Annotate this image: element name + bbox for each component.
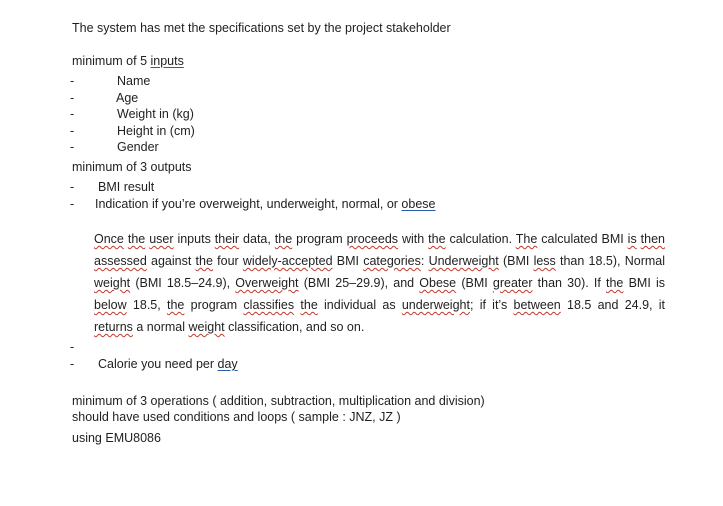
para-word: is (627, 232, 637, 246)
para-text: inputs (173, 232, 215, 246)
bmi-paragraph (94, 228, 665, 338)
calorie-link: day (217, 357, 238, 371)
para-text: calculated (541, 232, 598, 246)
para-text: BMI (597, 232, 628, 246)
para-text: a normal (132, 320, 189, 334)
bullet-dash: - (70, 180, 75, 194)
bullet-dash: - (70, 340, 75, 354)
bullet-dash: - (70, 74, 75, 88)
para-word: the (127, 232, 146, 246)
para-word: below (94, 298, 127, 312)
outputs-label: minimum of 3 outputs (72, 160, 192, 174)
para-word: user (149, 232, 174, 246)
para-text: than 30). If (532, 276, 606, 290)
para-text: against (146, 254, 196, 268)
para-word: then (640, 232, 665, 246)
para-text: (BMI 18.5–24.9), (130, 276, 236, 290)
conditions-requirement: should have used conditions and loops ( sample : JNZ, JZ ) (72, 410, 401, 424)
para-word: weight (94, 276, 131, 290)
para-word: Underweight (428, 254, 499, 268)
bullet-dash: - (70, 124, 75, 138)
operations-requirement: minimum of 3 operations ( addition, subtraction, multiplication and division) (72, 394, 485, 408)
inputs-label (72, 54, 184, 68)
para-text: ; if it’s (469, 298, 514, 312)
para-word: the (195, 254, 213, 268)
input-item-age: Age (116, 91, 139, 105)
para-word: weight (188, 320, 225, 334)
para-word: proceeds (346, 232, 399, 246)
para-word: underweight (401, 298, 470, 312)
para-word: the (428, 232, 446, 246)
output-item-indication-text: Indication if you’re overweight, underweight, normal, or (95, 197, 402, 211)
bullet-dash: - (70, 357, 75, 371)
bullet-dash: - (70, 107, 75, 121)
calorie-text: Calorie you need per (98, 357, 218, 371)
para-text: program (184, 298, 244, 312)
bullet-dash: - (70, 140, 75, 154)
inputs-label-link: inputs (150, 54, 184, 68)
para-text: (BMI 25–29.9), and (298, 276, 420, 290)
para-text: (BMI (456, 276, 493, 290)
para-text: 18.5 and 24.9, it (560, 298, 665, 312)
input-item-name: Name (117, 74, 151, 88)
output-item-bmi-result: BMI result (98, 180, 155, 194)
para-word: categories (363, 254, 421, 268)
para-word: between (513, 298, 561, 312)
para-text: (BMI (498, 254, 534, 268)
para-word: the (166, 298, 185, 312)
para-text: than 18.5), Normal (555, 254, 665, 268)
input-item-weight: Weight in (kg) (117, 107, 194, 121)
para-text: 18.5, (126, 298, 167, 312)
para-word: Obese (419, 276, 457, 290)
input-item-height: Height in (cm) (117, 124, 195, 138)
para-word: their (214, 232, 240, 246)
para-word: returns (94, 320, 133, 334)
para-word: Overweight (235, 276, 299, 290)
output-item-calorie (98, 357, 238, 371)
para-text: BMI (332, 254, 364, 268)
para-text: data, (239, 232, 275, 246)
output-item-indication (95, 197, 435, 211)
para-word: classifies (243, 298, 295, 312)
para-word: widely-accepted (242, 254, 333, 268)
para-text: BMI is (623, 276, 665, 290)
para-word: assessed (94, 254, 147, 268)
emulator-requirement: using EMU8086 (72, 431, 161, 445)
bullet-dash: - (70, 91, 75, 105)
para-text: individual as (317, 298, 402, 312)
para-word: the (274, 232, 293, 246)
para-word: The (515, 232, 538, 246)
inputs-label-prefix: minimum of 5 (72, 54, 151, 68)
para-word: less (533, 254, 556, 268)
para-word: the (300, 298, 318, 312)
para-text: calculation. (445, 232, 516, 246)
output-item-indication-link: obese (401, 197, 436, 211)
para-text: with (398, 232, 429, 246)
para-word: greater (492, 276, 533, 290)
para-text: classification, and so on. (224, 320, 365, 334)
bullet-dash: - (70, 197, 75, 211)
para-word: the (606, 276, 624, 290)
para-text: four (212, 254, 243, 268)
input-item-gender: Gender (117, 140, 159, 154)
document-heading: The system has met the specifications set by the project stakeholder (72, 21, 451, 35)
para-word: Once (94, 232, 124, 246)
para-text: : (420, 254, 429, 268)
para-text: program (292, 232, 347, 246)
